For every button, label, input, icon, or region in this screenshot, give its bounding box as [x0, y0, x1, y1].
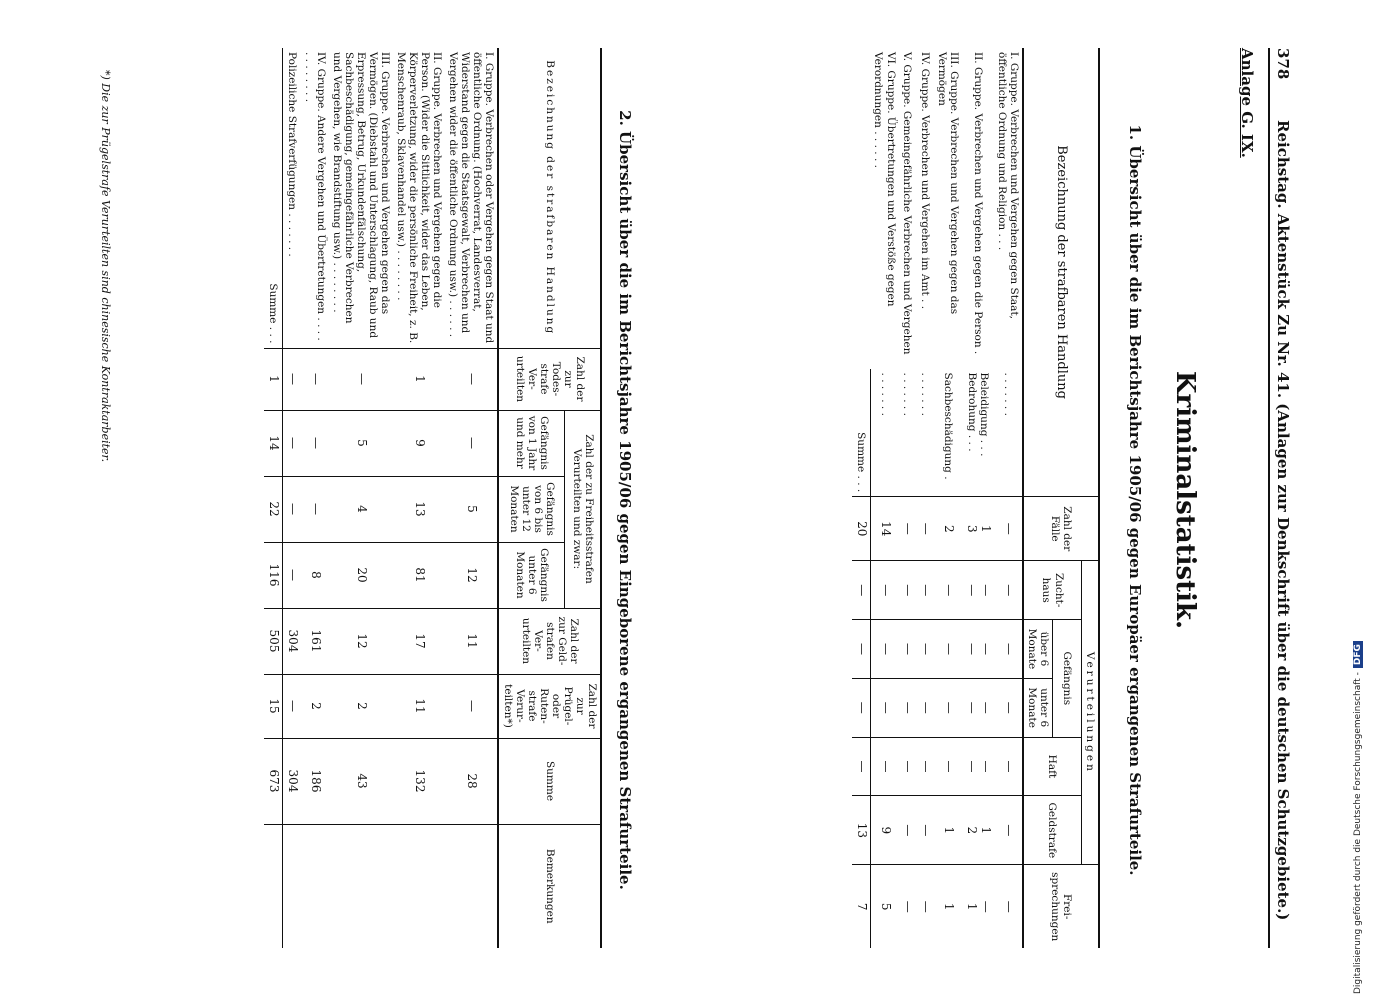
cell-bemerkungen	[445, 824, 498, 948]
cell-1jahr: —	[282, 410, 300, 476]
t1-header-freisprechungen: Frei-sprechungen	[1023, 865, 1099, 948]
cell-haft: —	[916, 737, 934, 796]
cell-unter6: —	[916, 678, 934, 737]
row-label: Polizeiliche Strafverfügungen . . . . . . .	[285, 52, 298, 257]
cell-death: —	[301, 348, 329, 410]
row-label: I. Gruppe. Verbrechen oder Vergehen gegen Staat und öffentliche Ordnung. (Hochverrat, Landesverrat, Widerstand gegen die Staatsgewalt, Verbrechen und Vergehen wider die öffentliche Ordnung usw.) . . . . . .	[447, 52, 496, 344]
running-title: Reichstag. Aktenstück Zu Nr. 41. (Anlagen zur Denkschrift über die deutschen Schutzgebiete.)	[1274, 120, 1292, 921]
t1-header-cases: Zahl der Fälle	[1023, 497, 1099, 561]
cell-death: —	[445, 348, 498, 410]
cell-ueber6: —	[916, 620, 934, 679]
cell-bemerkungen	[282, 824, 300, 948]
total-unter6: 116	[264, 542, 282, 608]
cell-zuchthaus: —	[916, 561, 934, 620]
total-cases: 20	[852, 497, 870, 561]
cell-zuchthaus: —	[870, 561, 898, 620]
t1-header-gefaengnis: Gefängnis	[1053, 620, 1082, 738]
cell-death: —	[329, 348, 393, 410]
t2-header-act: Bezeichnung der strafbaren Handlung	[499, 48, 602, 348]
table-row	[393, 48, 445, 948]
cell-unter6: 20	[329, 542, 393, 608]
total-bemerkungen	[264, 824, 282, 948]
row-label: III. Gruppe. Verbrechen und Vergehen gegen das Vermögen	[936, 52, 961, 315]
cell-6-12: 5	[445, 476, 498, 542]
cell-unter6: 81	[393, 542, 445, 608]
total-6-12: 22	[264, 476, 282, 542]
europeans-verdicts-table	[852, 48, 1100, 948]
cell-frei: 5	[870, 865, 898, 948]
cell-6-12: 4	[329, 476, 393, 542]
cell-summe: 43	[329, 738, 393, 824]
cell-geld: 9	[870, 796, 898, 865]
cell-death: —	[282, 348, 300, 410]
cell-frei: —	[916, 865, 934, 948]
cell-unter6: —	[934, 678, 962, 737]
t2-header-freiheit: Zahl der zu Freiheitsstrafen Verurteilten und zwar:	[565, 410, 601, 608]
total-frei: 7	[852, 865, 870, 948]
cell-bemerkungen	[393, 824, 445, 948]
total-ueber6: —	[852, 620, 870, 679]
total-death: 1	[264, 348, 282, 410]
row-label: IV. Gruppe. Verbrechen und Vergehen im Amt . .	[919, 52, 932, 310]
cell-cases: 14	[870, 497, 898, 561]
cell-pruegel: —	[445, 674, 498, 738]
row-label: IV. Gruppe. Andere Vergehen und Übertretungen . . . . . . . . . . . .	[302, 52, 327, 341]
t1-header-unter6: unter 6 Monate	[1023, 678, 1053, 737]
digitization-credit	[1353, 641, 1363, 994]
cell-6-12: —	[282, 476, 300, 542]
cell-cases: 2	[934, 497, 962, 561]
cell-summe: 304	[282, 738, 300, 824]
cell-6-12: —	[301, 476, 329, 542]
cell-zuchthaus: —	[899, 561, 917, 620]
cell-summe: 28	[445, 738, 498, 824]
cell-summe: 186	[301, 738, 329, 824]
cell-bemerkungen	[329, 824, 393, 948]
row-label: I. Gruppe. Verbrechen und Vergehen gegen Staat, öffentliche Ordnung und Religion . . .	[995, 52, 1020, 319]
table-row	[934, 48, 962, 948]
table-row	[916, 48, 934, 948]
cell-unter6: 12	[445, 542, 498, 608]
annex-label: Anlage G. IX.	[1238, 48, 1256, 158]
cell-ueber6: —	[934, 620, 962, 679]
total-label: Summe . . .	[264, 48, 282, 348]
cell-1jahr: 9	[393, 410, 445, 476]
total-geld: 13	[852, 796, 870, 865]
cell-frei: —	[994, 865, 1023, 948]
table-total-row	[852, 48, 870, 948]
total-1jahr: 14	[264, 410, 282, 476]
cell-unter6: — —	[962, 678, 994, 737]
cell-cases: —	[916, 497, 934, 561]
t2-header-pruegel: Zahl der zur Prügel- oder Ruten-strafe Verur-teilten*)	[499, 674, 602, 738]
cell-geld: 17	[393, 608, 445, 674]
total-unter6: —	[852, 678, 870, 737]
total-geld: 505	[264, 608, 282, 674]
cell-geld: 1	[934, 796, 962, 865]
t2-header-unter6: Gefängnis unter 6 Monaten	[499, 542, 565, 608]
cell-frei: 1	[934, 865, 962, 948]
main-title: Kriminalstatistik.	[1170, 370, 1200, 630]
t2-header-bemerkungen: Bemerkungen	[499, 824, 602, 948]
cell-unter6: 8	[301, 542, 329, 608]
cell-1jahr: —	[301, 410, 329, 476]
t1-header-haft: Haft	[1023, 737, 1081, 796]
cell-1jahr: 5	[329, 410, 393, 476]
cell-zuchthaus: —	[934, 561, 962, 620]
cell-6-12: 13	[393, 476, 445, 542]
table-row	[282, 48, 300, 948]
cell-haft: —	[899, 737, 917, 796]
cell-haft: —	[934, 737, 962, 796]
header-rule	[1268, 48, 1270, 948]
cell-bemerkungen	[301, 824, 329, 948]
table-total-row	[264, 48, 282, 948]
t2-header-death: Zahl der zur Todes-strafe Ver-urteilten	[499, 348, 602, 410]
row-label: III. Gruppe. Verbrechen und Vergehen gegen das Vermögen. (Diebstahl und Unterschlagung, Raub und Erpressung, Betrug, Urkundenfälschung, Sachbeschädigung, gemeingefährliche Verbrechen und Vergehen, wie Brandstiftung usw.) . . . . . . . .	[330, 52, 391, 339]
cell-death: 1	[393, 348, 445, 410]
cell-zuchthaus: —	[994, 561, 1023, 620]
cell-frei: — 1	[962, 865, 994, 948]
row-sub: . . . . . . .	[1001, 372, 1014, 416]
cell-geld: 1 2	[962, 796, 994, 865]
cell-unter6: —	[282, 542, 300, 608]
cell-pruegel: —	[282, 674, 300, 738]
row-sub: . . . . . . .	[878, 372, 891, 416]
total-summe: 673	[264, 738, 282, 824]
page-number: 378	[1274, 48, 1292, 80]
cell-geld: —	[916, 796, 934, 865]
cell-cases: 1 3	[962, 497, 994, 561]
t1-header-verurteilungen: Verurteilungen	[1081, 561, 1099, 865]
t1-header-act: Bezeichnung der strafbaren Handlung	[1023, 48, 1099, 497]
t2-header-1jahr: Gefängnis von 1 Jahr und mehr	[499, 410, 565, 476]
total-label: Summe . . .	[852, 369, 870, 497]
cell-haft: — —	[962, 737, 994, 796]
table-row	[445, 48, 498, 948]
cell-unter6: —	[994, 678, 1023, 737]
footnote: *) Die zur Prügelstrafe Verurteilten sind chinesische Kontraktarbeiter.	[99, 70, 112, 463]
t1-header-ueber6: über 6 Monate	[1023, 620, 1053, 679]
table-row	[870, 48, 898, 948]
cell-ueber6: — —	[962, 620, 994, 679]
row-sub: Sachbeschädigung .	[942, 372, 955, 480]
cell-zuchthaus: — —	[962, 561, 994, 620]
t2-header-geld: Zahl der zur Geld-strafen Ver-urteilten	[499, 608, 602, 674]
cell-1jahr: —	[445, 410, 498, 476]
cell-frei: —	[899, 865, 917, 948]
table1-caption: 1. Übersicht über die im Berichtsjahre 1905/06 gegen Europäer ergangenen Strafurteile.	[1126, 124, 1144, 876]
row-sub: Beleidigung . . . Bedrohung . . .	[966, 372, 991, 457]
t1-header-geldstrafe: Geldstrafe	[1023, 796, 1081, 865]
t1-header-zuchthaus: Zucht-haus	[1023, 561, 1081, 620]
natives-verdicts-table	[264, 48, 602, 948]
t2-header-summe: Summe	[499, 738, 602, 824]
credit-text: Digitalisierung gefördert durch die Deutsche Forschungsgemeinschaft -	[1353, 672, 1363, 994]
dfg-logo: DFG	[1353, 641, 1363, 668]
cell-pruegel: 2	[329, 674, 393, 738]
cell-geld: 304	[282, 608, 300, 674]
row-sub: . . . . . . .	[919, 372, 932, 416]
cell-pruegel: 2	[301, 674, 329, 738]
cell-unter6: —	[899, 678, 917, 737]
cell-haft: —	[994, 737, 1023, 796]
total-zuchthaus: —	[852, 561, 870, 620]
total-haft: —	[852, 737, 870, 796]
cell-pruegel: 11	[393, 674, 445, 738]
cell-geld: 12	[329, 608, 393, 674]
cell-geld: —	[994, 796, 1023, 865]
row-label: V. Gruppe. Gemeingefährliche Verbrechen und Vergehen	[901, 52, 914, 355]
cell-cases: —	[994, 497, 1023, 561]
row-label: II. Gruppe. Verbrechen und Vergehen gegen die Person. (Wider die Sittlichkeit, wider das Leben, Körperverletzung, wider die persönliche Freiheit, z. B. Menschenraub, Sklavenhandel usw.) . . . . . . . .	[395, 52, 444, 344]
cell-ueber6: —	[899, 620, 917, 679]
table-row	[899, 48, 917, 948]
cell-geld: 161	[301, 608, 329, 674]
row-label: II. Gruppe. Verbrechen und Vergehen gegen die Person .	[972, 52, 985, 355]
cell-unter6: —	[870, 678, 898, 737]
table-row	[329, 48, 393, 948]
cell-geld: 11	[445, 608, 498, 674]
table2-caption: 2. Übersicht über die im Berichtsjahre 1905/06 gegen Eingeborene ergangenen Strafurteile.	[616, 110, 634, 890]
cell-geld: —	[899, 796, 917, 865]
total-pruegel: 15	[264, 674, 282, 738]
table-row	[962, 48, 994, 948]
row-sub: . . . . . . .	[901, 372, 914, 416]
cell-ueber6: —	[870, 620, 898, 679]
rotated-document-page	[20, 0, 1340, 1000]
t2-header-6-12: Gefängnis von 6 bis unter 12 Monaten	[499, 476, 565, 542]
cell-ueber6: —	[994, 620, 1023, 679]
cell-summe: 132	[393, 738, 445, 824]
row-label: VI. Gruppe. Übertretungen und Verstöße gegen Verordnungen . . . . . .	[872, 52, 897, 307]
cell-cases: —	[899, 497, 917, 561]
table-row	[301, 48, 329, 948]
cell-haft: —	[870, 737, 898, 796]
table-row	[994, 48, 1023, 948]
